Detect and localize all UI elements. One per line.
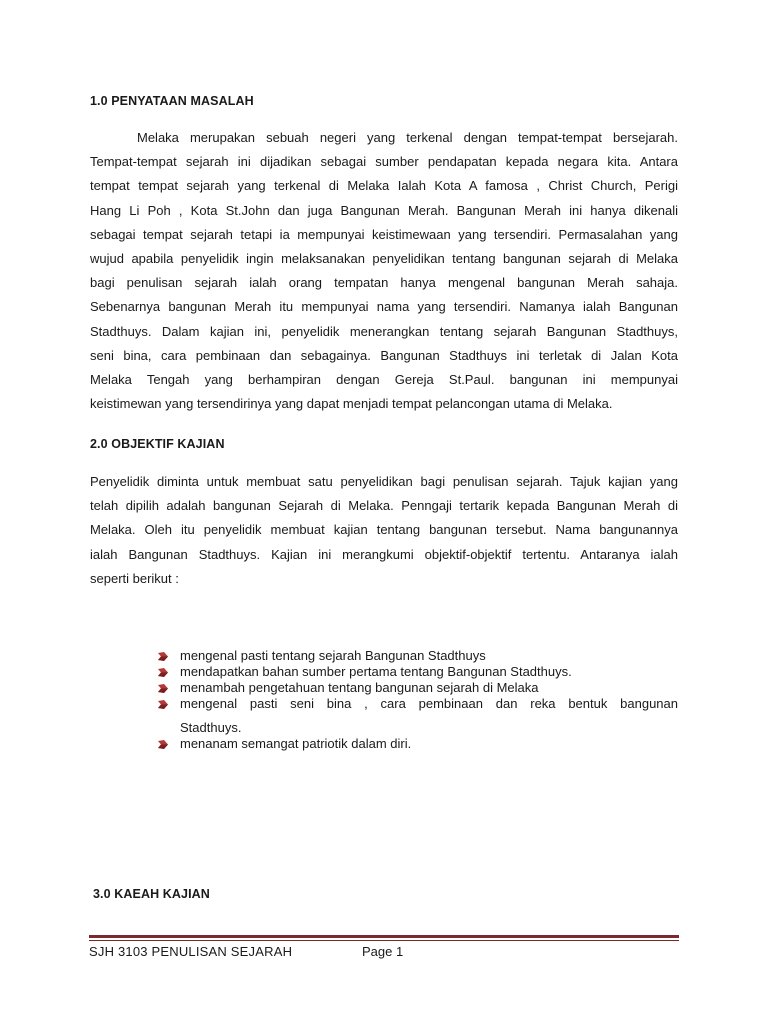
list-item [158,696,678,736]
paragraph-line: wujud apabila penyelidik ingin melaksanakan penyelidikan tentang bangunan sejarah di Melaka [90,251,678,267]
objective-text: mengenal pasti seni bina , cara pembinaan dan reka bentuk bangunan [180,696,678,711]
paragraph-line: Stadthuys. Dalam kajian ini, penyelidik menerangkan tentang sejarah Bangunan Stadthuys, [90,323,678,339]
paragraph-line: Hang Li Poh , Kota St.John dan juga Bangunan Merah. Bangunan Merah ini hanya dikenali [90,202,678,218]
section-heading-penyataan-masalah: 1.0 PENYATAAN MASALAH [90,94,254,108]
arrow-bullet-icon [158,740,168,749]
paragraph-line: bagi penulisan sejarah ialah orang tempatan hanya mengenal bangunan Merah sahaja. [90,275,678,291]
footer-course-title: SJH 3103 PENULISAN SEJARAH [89,944,293,959]
section-heading-objektif-kajian: 2.0 OBJEKTIF KAJIAN [90,437,225,451]
objective-text: mengenal pasti tentang sejarah Bangunan Stadthuys [180,648,486,663]
footer-rule [89,935,679,938]
paragraph-line: telah dipilih adalah bangunan Sejarah di Melaka. Penngaji tertarik kepada Bangunan Merah di [90,498,678,514]
arrow-bullet-icon [158,652,168,661]
section-heading-kaeah-kajian: 3.0 KAEAH KAJIAN [93,887,210,901]
paragraph-line: seperti berikut : [90,570,179,586]
footer-rule-thin [89,940,679,941]
objective-text: menambah pengetahuan tentang bangunan sejarah di Melaka [180,680,539,695]
paragraph-line: keistimewan yang tersendirinya yang dapat menjadi tempat pelancongan utama di Melaka. [90,396,613,412]
list-item [158,736,678,752]
paragraph-line: Melaka Tengah yang berhampiran dengan Gereja St.Paul. bangunan ini mempunyai [90,372,678,388]
objective-text: menanam semangat patriotik dalam diri. [180,736,412,751]
paragraph-line: Melaka. Oleh itu penyelidik membuat kajian tentang bangunan tersebut. Nama bangunannya [90,522,678,538]
arrow-bullet-icon [158,700,168,709]
objectives-list [158,648,678,752]
arrow-bullet-icon [158,668,168,677]
paragraph-penyataan-masalah [90,126,678,416]
paragraph-line: seni bina, cara pembinaan dan sebagainya. Bangunan Stadthuys ini terletak di Jalan Kota [90,347,678,363]
paragraph-line: Penyelidik diminta untuk membuat satu penyelidikan bagi penulisan sejarah. Tajuk kajian yang [90,474,678,489]
list-item [158,664,678,680]
paragraph-line: Melaka merupakan sebuah negeri yang terkenal dengan tempat-tempat bersejarah. [137,130,678,145]
paragraph-objektif-kajian [90,470,678,591]
objective-text-continuation: Stadthuys. [180,720,242,735]
footer-page-number: Page 1 [362,944,404,959]
objective-text: mendapatkan bahan sumber pertama tentang Bangunan Stadthuys. [180,664,572,679]
paragraph-line: sebagai tempat sejarah tetapi ia mempunyai keistimewaan yang tersendiri. Permasalahan yang [90,226,678,242]
paragraph-line: tempat tempat sejarah yang terkenal di Melaka Ialah Kota A famosa , Christ Church, Perigi [90,178,678,194]
paragraph-line: ialah Bangunan Stadthuys. Kajian ini merangkumi objektif-objektif tertentu. Antaranya ialah [90,546,678,562]
arrow-bullet-icon [158,684,168,693]
list-item [158,648,678,664]
paragraph-line: Sebenarnya bangunan Merah itu mempunyai nama yang tersendiri. Namanya ialah Bangunan [90,299,678,315]
paragraph-line: Tempat-tempat sejarah ini dijadikan sebagai sumber pendapatan kepada negara kita. Antara [90,154,678,170]
list-item [158,680,678,696]
